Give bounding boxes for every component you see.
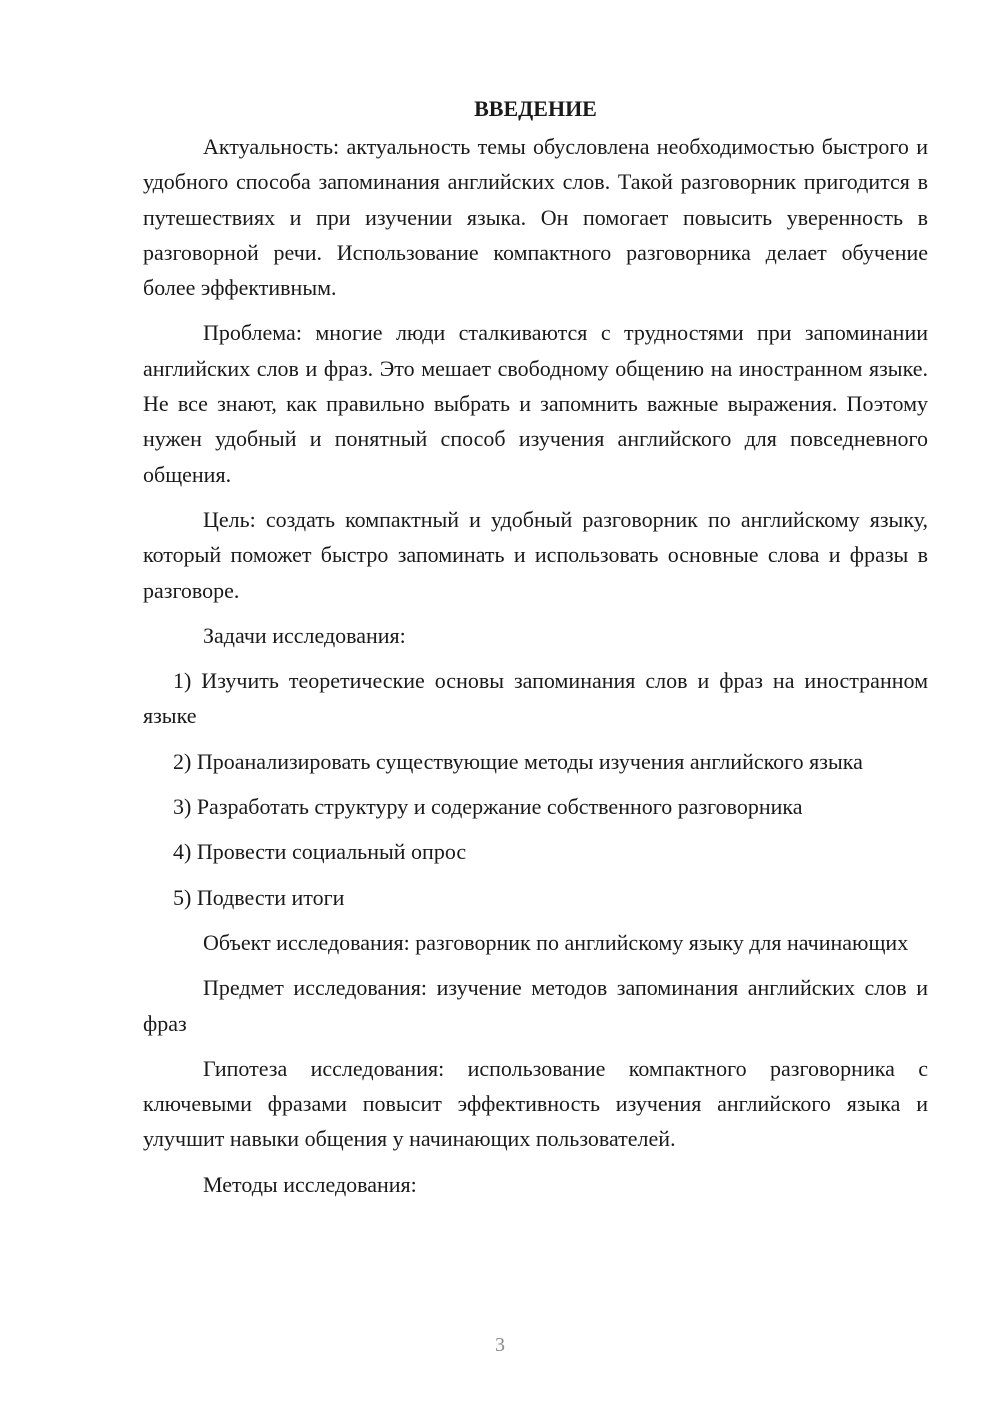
task-item-3: 3) Разработать структуру и содержание собственного разговорника <box>173 794 803 820</box>
problem-paragraph: Проблема: многие люди сталкиваются с трудностями при запоминании английских слов и фраз. Это мешает свободному общению на иностранном языке. Не все знают, как правильно выбрать и запомнить важные выражения. Поэтому нужен удобный и понятный способ изучения английского для повседневного общения. <box>143 320 928 487</box>
page-title: ВВЕДЕНИЕ <box>474 96 597 121</box>
hypothesis-paragraph: Гипотеза исследования: использование компактного разговорника с ключевыми фразами повысит эффективность изучения английского языка и улучшит навыки общения у начинающих пользователей. <box>143 1055 928 1152</box>
tasks-heading: Задачи исследования: <box>203 622 406 648</box>
subject-paragraph: Предмет исследования: изучение методов запоминания английских слов и фраз <box>143 975 928 1036</box>
methods-heading: Методы исследования: <box>203 1171 417 1197</box>
object-paragraph: Объект исследования: разговорник по английскому языку для начинающих <box>203 929 909 955</box>
task-item-1: 1) Изучить теоретические основы запоминания слов и фраз на иностранном языке <box>143 668 928 729</box>
task-item-5: 5) Подвести итоги <box>173 884 345 910</box>
relevance-paragraph: Актуальность: актуальность темы обусловлена необходимостью быстрого и удобного способа запоминания английских слов. Такой разговорник пригодится в путешествиях и при изучении языка. Он помогает повысить уверенность в разговорной речи. Использование компактного разговорника делает обучение более эффективным. <box>143 134 928 301</box>
goal-paragraph: Цель: создать компактный и удобный разговорник по английскому языку, который поможет быстро запоминать и использовать основные слова и фразы в разговоре. <box>143 506 928 603</box>
task-item-2: 2) Проанализировать существующие методы изучения английского языка <box>173 748 863 774</box>
page-number: 3 <box>495 1334 505 1356</box>
document-page <box>143 94 928 1212</box>
task-item-4: 4) Провести социальный опрос <box>173 839 467 865</box>
